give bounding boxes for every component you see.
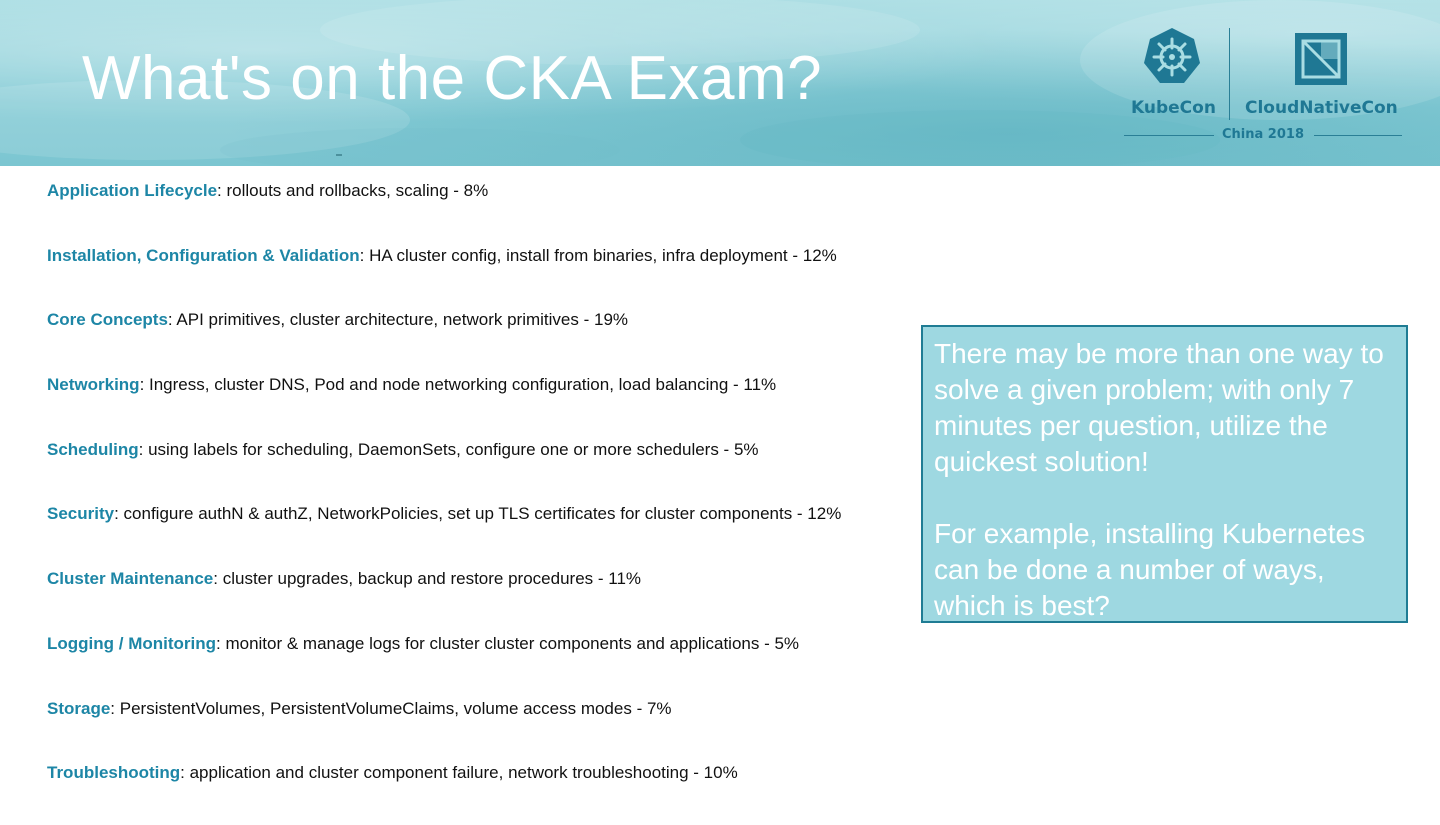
topic-name: Installation, Configuration & Validation <box>47 245 360 265</box>
list-item <box>47 372 917 437</box>
event-label: China 2018 <box>1222 127 1304 142</box>
logo-divider <box>1229 28 1230 120</box>
callout-paragraph: There may be more than one way to solve a given problem; with only 7 minutes per question, utilize the quickest solution! <box>934 338 1384 477</box>
callout-paragraph: For example, installing Kubernetes can be done a number of ways, which is best? <box>934 518 1366 621</box>
list-item <box>47 243 917 308</box>
topic-detail: : using labels for scheduling, DaemonSets, configure one or more schedulers - 5% <box>138 439 759 459</box>
topic-detail: : HA cluster config, install from binaries, infra deployment - 12% <box>359 245 837 265</box>
topic-detail: : application and cluster component failure, network troubleshooting - 10% <box>180 763 738 783</box>
topic-name: Networking <box>47 375 140 395</box>
cncf-icon <box>1294 32 1348 86</box>
exam-topics-list <box>47 178 917 825</box>
topic-detail: : API primitives, cluster architecture, network primitives - 19% <box>167 310 629 330</box>
tip-callout-box <box>921 325 1408 623</box>
kubernetes-helm-icon <box>1142 26 1202 86</box>
list-item <box>47 178 917 243</box>
list-item <box>47 760 917 825</box>
topic-detail: : Ingress, cluster DNS, Pod and node networking configuration, load balancing - 11% <box>139 375 777 395</box>
topic-name: Cluster Maintenance <box>47 569 214 589</box>
list-item <box>47 566 917 631</box>
topic-detail: : PersistentVolumes, PersistentVolumeClaims, volume access modes - 7% <box>110 698 672 718</box>
list-item <box>47 501 917 566</box>
topic-name: Application Lifecycle <box>47 181 218 200</box>
list-item <box>47 631 917 696</box>
topic-detail: : monitor & manage logs for cluster cluster components and applications - 5% <box>216 633 800 653</box>
topic-detail: : configure authN & authZ, NetworkPolicies, set up TLS certificates for cluster components - 12% <box>114 504 842 524</box>
topic-detail: : rollouts and rollbacks, scaling - 8% <box>217 181 489 200</box>
event-year-row <box>1124 126 1402 146</box>
topic-name: Troubleshooting <box>47 763 181 783</box>
page-title: What's on the CKA Exam? <box>82 44 823 113</box>
header-banner <box>0 0 1440 166</box>
topic-name: Logging / Monitoring <box>47 633 217 653</box>
divider-line <box>1314 135 1402 136</box>
kubecon-cloudnativecon-logo <box>1120 20 1410 150</box>
divider-line <box>1124 135 1214 136</box>
topic-detail: : cluster upgrades, backup and restore procedures - 11% <box>213 569 642 589</box>
kubecon-wordmark: KubeCon <box>1131 98 1216 118</box>
list-item <box>47 696 917 761</box>
cloudnativecon-wordmark: CloudNativeCon <box>1245 98 1398 118</box>
list-item <box>47 307 917 372</box>
topic-name: Core Concepts <box>47 310 168 330</box>
topic-name: Scheduling <box>47 439 139 459</box>
list-item <box>47 437 917 502</box>
topic-name: Storage <box>47 698 111 718</box>
topic-name: Security <box>47 504 115 524</box>
